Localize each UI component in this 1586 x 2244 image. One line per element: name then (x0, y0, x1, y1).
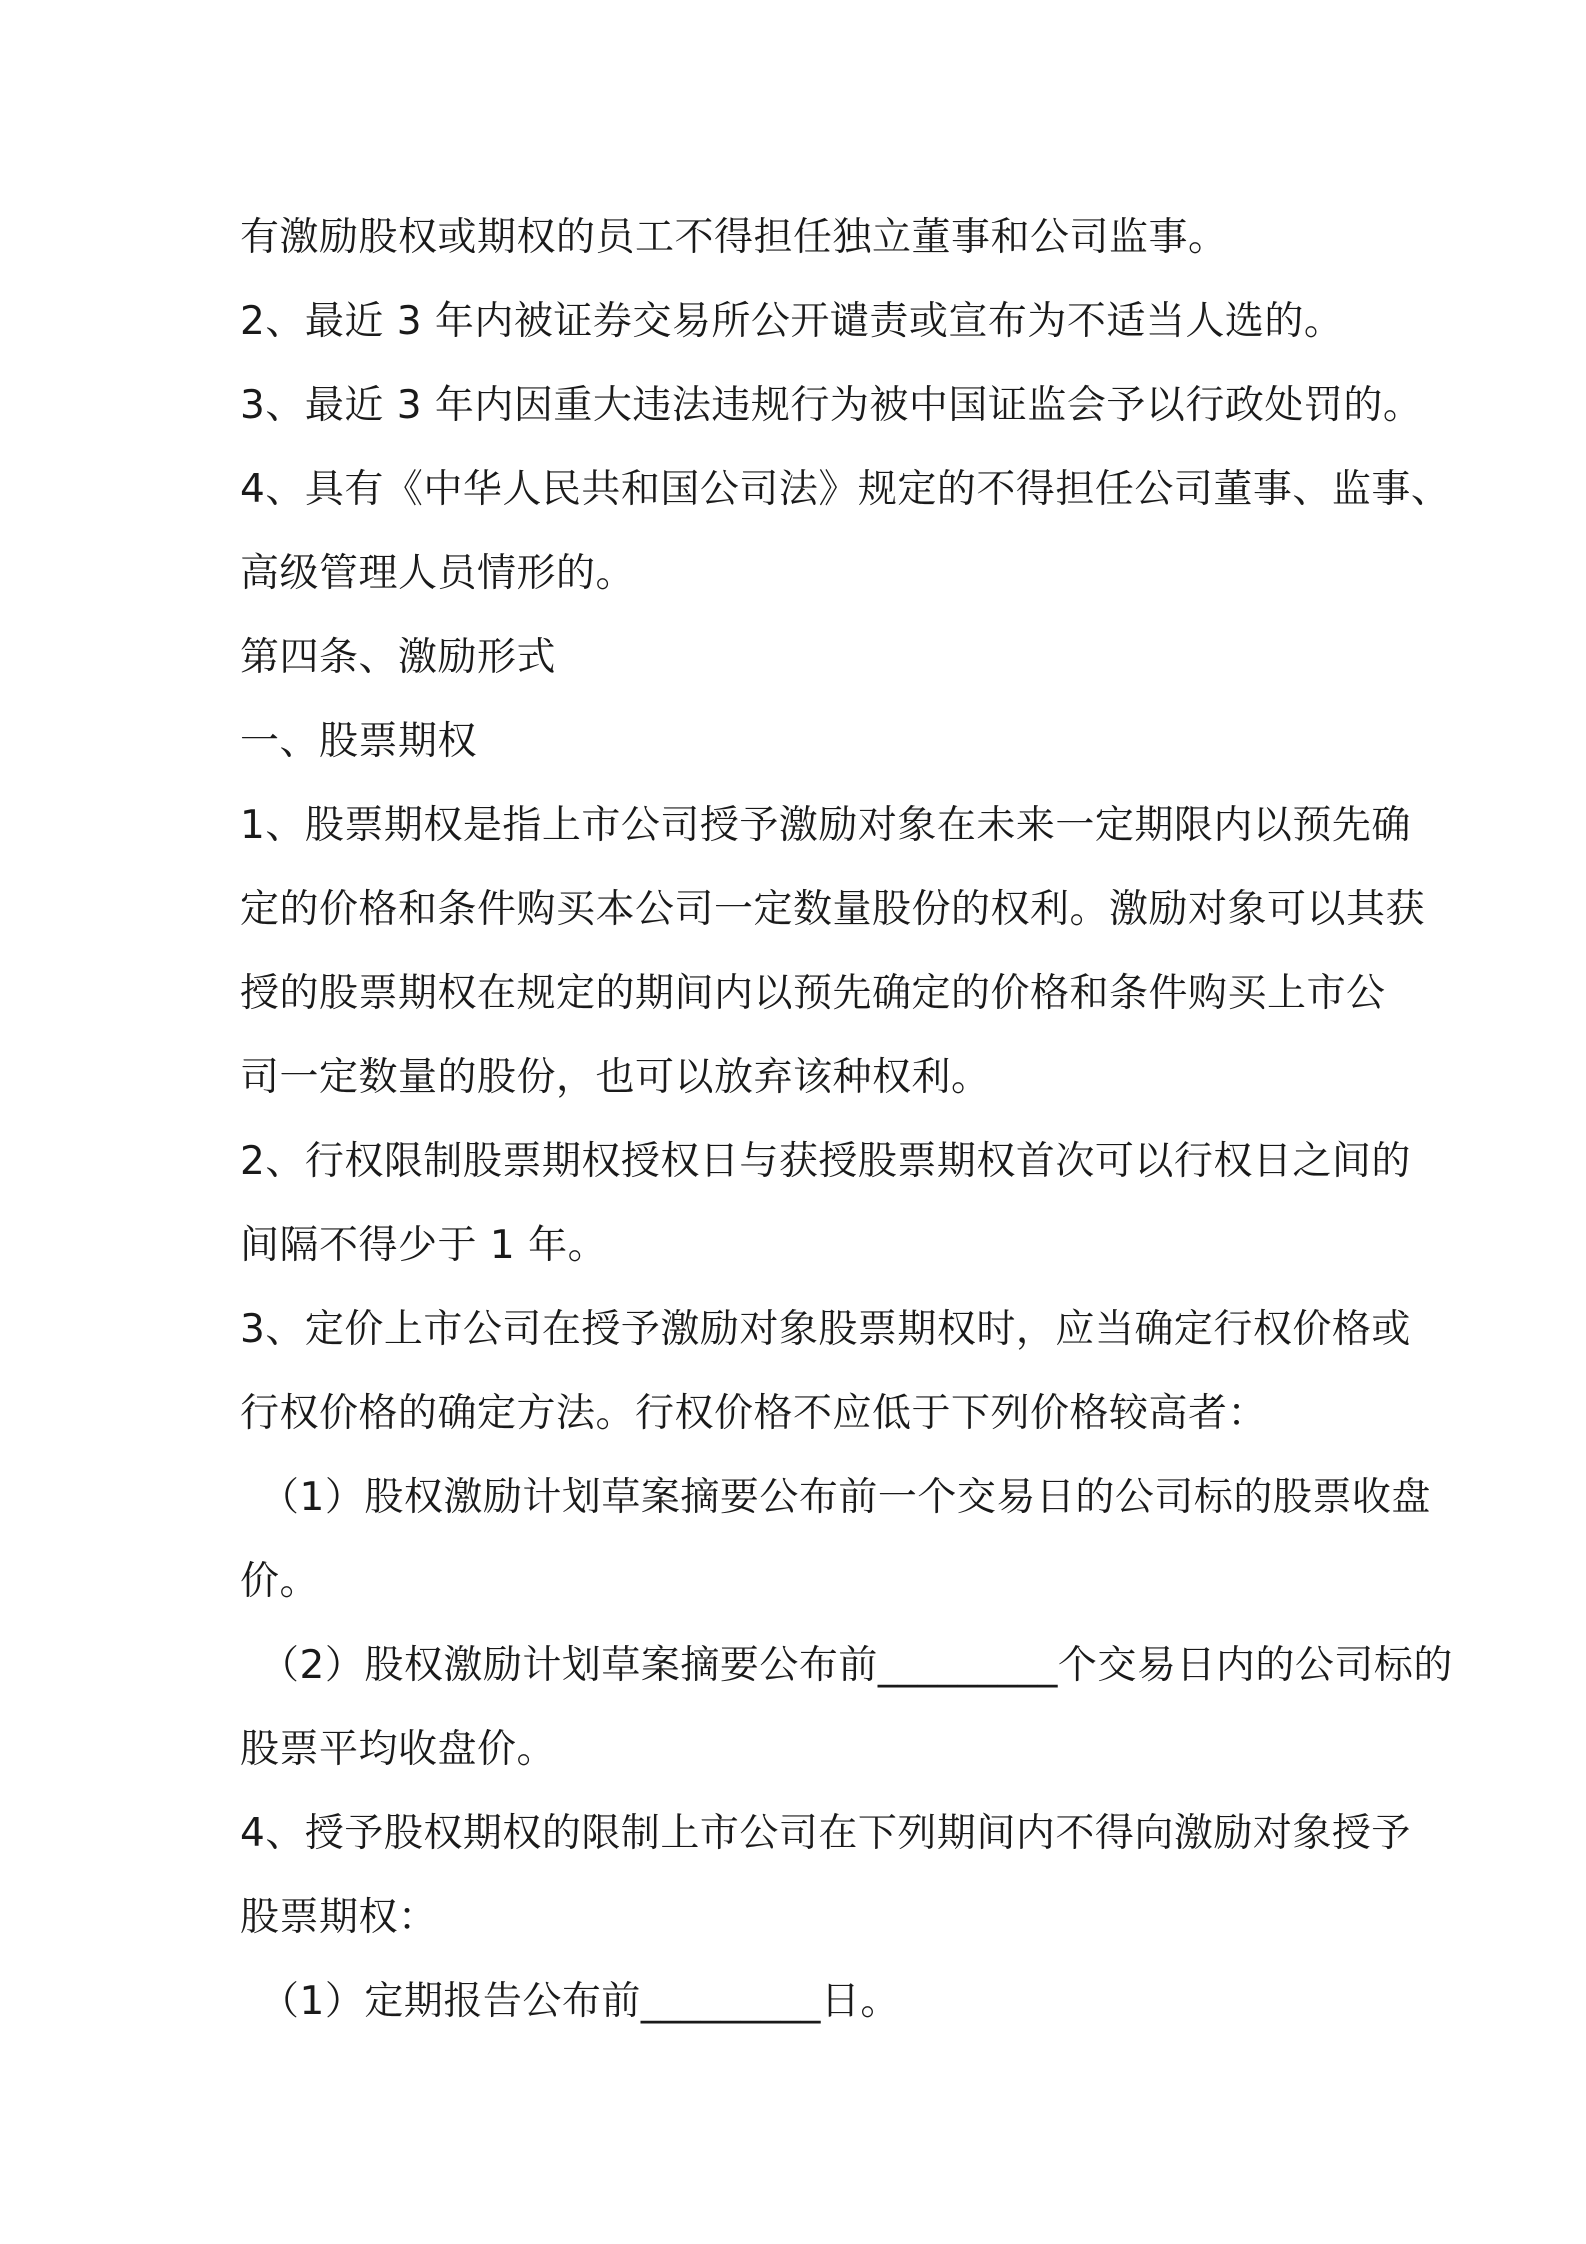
list-item-line: （2）股权激励计划草案摘要公布前_________个交易日内的公司标的 (260, 1643, 1453, 1688)
paragraph-line: 行权价格的确定方法。行权价格不应低于下列价格较高者： (240, 1391, 1268, 1436)
paragraph-line: 2、最近 3 年内被证券交易所公开谴责或宣布为不适当人选的。 (240, 299, 1344, 344)
list-item-line: （1）股权激励计划草案摘要公布前一个交易日的公司标的股票收盘 (260, 1475, 1431, 1520)
paragraph-line: 股票平均收盘价。 (240, 1727, 557, 1772)
paragraph-line: 定的价格和条件购买本公司一定数量股份的权利。激励对象可以其获 (240, 887, 1426, 932)
paragraph-line: 有激励股权或期权的员工不得担任独立董事和公司监事。 (240, 215, 1228, 260)
section-heading: 第四条、激励形式 (240, 635, 557, 680)
paragraph-line: 2、行权限制股票期权授权日与获授股票期权首次可以行权日之间的 (240, 1139, 1411, 1184)
paragraph-line: 司一定数量的股份，也可以放弃该种权利。 (240, 1055, 991, 1100)
paragraph-line: 授的股票期权在规定的期间内以预先确定的价格和条件购买上市公 (240, 971, 1386, 1016)
paragraph-line: 1、股票期权是指上市公司授予激励对象在未来一定期限内以预先确 (240, 803, 1411, 848)
paragraph-line: 股票期权： (240, 1895, 438, 1940)
paragraph-line: 间隔不得少于 1 年。 (240, 1223, 608, 1268)
paragraph-line: 3、定价上市公司在授予激励对象股票期权时，应当确定行权价格或 (240, 1307, 1411, 1352)
paragraph-line: 3、最近 3 年内因重大违法违规行为被中国证监会予以行政处罚的。 (240, 383, 1423, 428)
list-item-line: （1）定期报告公布前_________日。 (260, 1979, 900, 2024)
paragraph-line: 高级管理人员情形的。 (240, 551, 636, 596)
paragraph-line: 4、授予股权期权的限制上市公司在下列期间内不得向激励对象授予 (240, 1811, 1411, 1856)
subsection-heading: 一、股票期权 (240, 719, 478, 764)
paragraph-line: 4、具有《中华人民共和国公司法》规定的不得担任公司董事、监事、 (240, 467, 1451, 512)
paragraph-line: 价。 (240, 1559, 320, 1604)
document-body (240, 196, 1453, 2044)
